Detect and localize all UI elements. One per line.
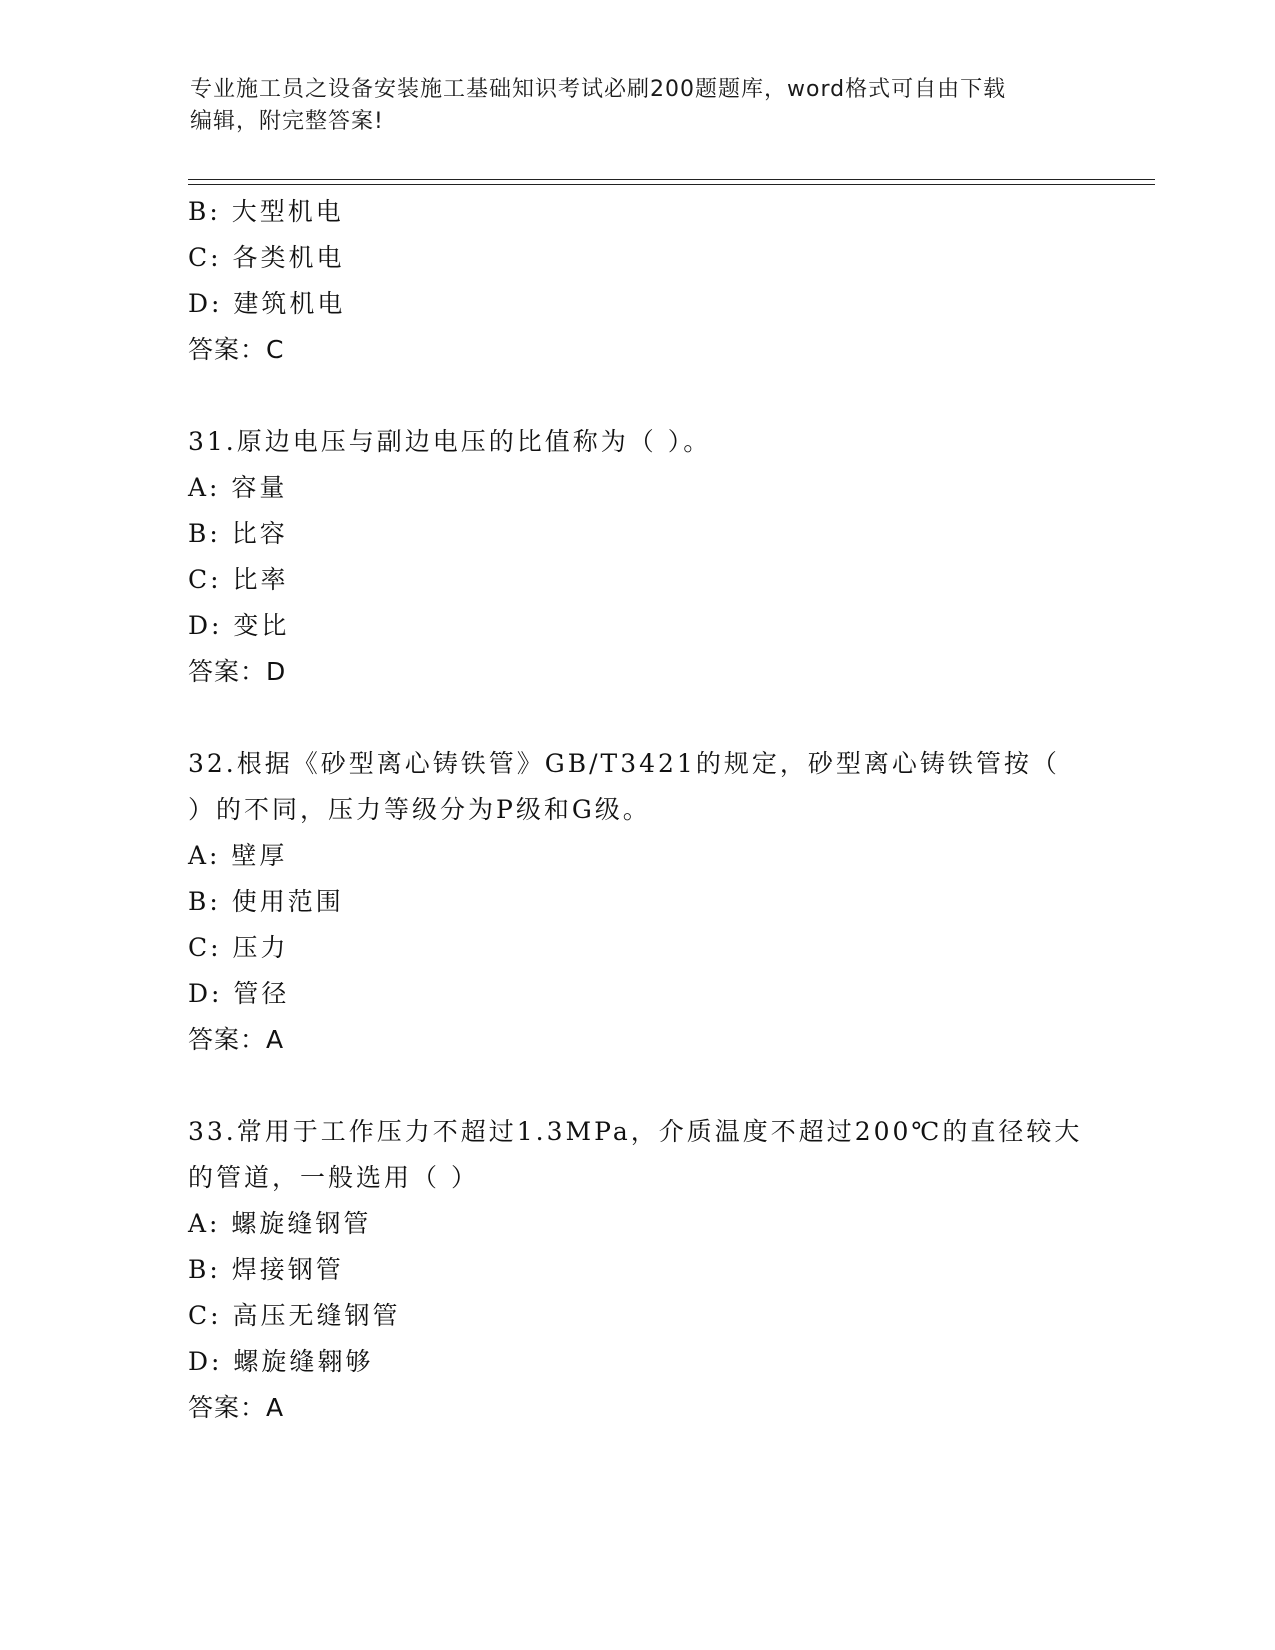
q33-answer: 答案：A <box>188 1393 285 1422</box>
q33-option-b: B: 焊接钢管 <box>188 1255 344 1284</box>
question-30-block <box>188 189 1088 373</box>
header-line-2: 编辑，附完整答案! <box>190 109 384 134</box>
q32-option-b: B: 使用范围 <box>188 887 344 916</box>
q33-option-a: A: 螺旋缝钢管 <box>188 1209 372 1238</box>
q33-option-c: C: 高压无缝钢管 <box>188 1301 401 1330</box>
q31-answer: 答案：D <box>188 657 287 686</box>
header-divider-top <box>188 179 1155 180</box>
q31-option-a: A: 容量 <box>188 473 288 502</box>
q32-answer: 答案：A <box>188 1025 285 1054</box>
q31-option-c: C: 比率 <box>188 565 289 594</box>
spacer <box>188 695 1088 741</box>
header-line-1: 专业施工员之设备安装施工基础知识考试必刷200题题库，word格式可自由下载 <box>190 77 1007 102</box>
question-list <box>188 189 1088 1431</box>
q32-question-line-2: ）的不同，压力等级分为P级和G级。 <box>188 795 651 824</box>
q30-option-c: C: 各类机电 <box>188 243 345 272</box>
q31-option-d: D: 变比 <box>188 611 290 640</box>
q30-option-d: D: 建筑机电 <box>188 289 346 318</box>
spacer <box>188 1063 1088 1109</box>
q33-question-line-1: 33.常用于工作压力不超过1.3MPa，介质温度不超过200℃的直径较大 <box>188 1117 1083 1146</box>
q32-option-c: C: 压力 <box>188 933 289 962</box>
question-31-block <box>188 419 1088 695</box>
q32-option-d: D: 管径 <box>188 979 290 1008</box>
q31-option-b: B: 比容 <box>188 519 288 548</box>
question-32-block <box>188 741 1088 1063</box>
document-header <box>190 74 1070 138</box>
q30-answer: 答案：C <box>188 335 285 364</box>
q33-question-line-2: 的管道，一般选用（ ） <box>188 1163 479 1192</box>
q31-question: 31.原边电压与副边电压的比值称为（ ）。 <box>188 427 712 456</box>
q33-option-d: D: 螺旋缝翱够 <box>188 1347 374 1376</box>
q32-option-a: A: 壁厚 <box>188 841 288 870</box>
spacer <box>188 373 1088 419</box>
q32-question-line-1: 32.根据《砂型离心铸铁管》GB/T3421的规定，砂型离心铸铁管按（ <box>188 749 1060 778</box>
question-33-block <box>188 1109 1088 1431</box>
header-divider-bottom <box>188 184 1155 185</box>
q30-option-b: B: 大型机电 <box>188 197 344 226</box>
